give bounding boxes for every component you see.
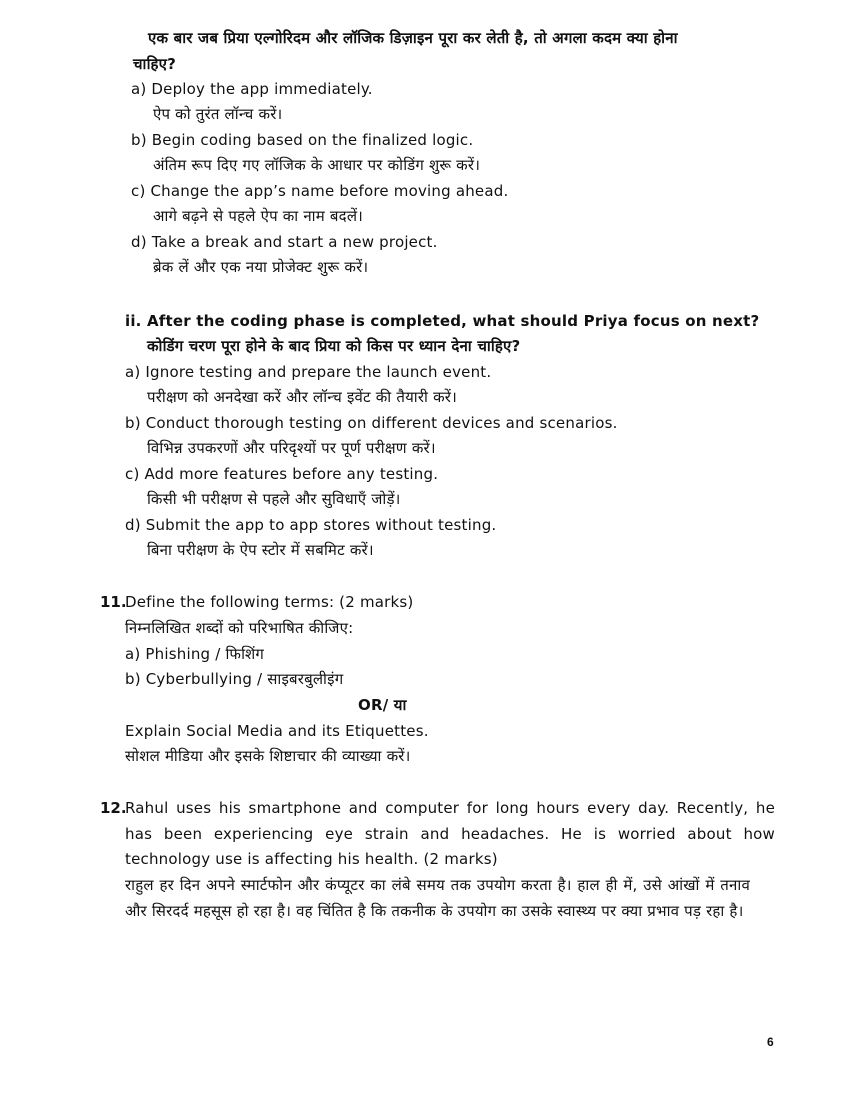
q12-text-en: Rahul uses his smartphone and computer for long hours every day. Recently, he has been experiencing eye strain and headaches. He is worried about how technology use is affecting his health. (2 marks) — [125, 799, 775, 868]
q12-number: 12. — [100, 799, 127, 817]
q11-item-b: b) Cyberbullying / साइबरबुलीइंग — [125, 670, 344, 688]
q10-i-option-a-hi: ऐप को तुरंत लॉन्च करें। — [153, 105, 283, 123]
q10-i-option-b-en: b) Begin coding based on the finalized logic. — [131, 131, 474, 149]
q10-ii-option-d-en: d) Submit the app to app stores without testing. — [125, 516, 497, 534]
q10-ii-option-d-hi: बिना परीक्षण के ऐप स्टोर में सबमिट करें। — [147, 541, 374, 559]
q10-i-option-d-en: d) Take a break and start a new project. — [131, 233, 438, 251]
q11-alt-en: Explain Social Media and its Etiquettes. — [125, 722, 429, 740]
q10-ii-option-a-hi: परीक्षण को अनदेखा करें और लॉन्च इवेंट की तैयारी करें। — [147, 388, 458, 406]
q10-i-option-c-hi: आगे बढ़ने से पहले ऐप का नाम बदलें। — [153, 207, 364, 225]
q11-question-en: Define the following terms: (2 marks) — [125, 593, 414, 611]
q11-item-a: a) Phishing / फिशिंग — [125, 645, 265, 663]
q10-ii-option-c-hi: किसी भी परीक्षण से पहले और सुविधाएँ जोड़ें। — [147, 490, 401, 508]
q12-text-hi: राहुल हर दिन अपने स्मार्टफोन और कंप्यूटर का लंबे समय तक उपयोग करता है। हाल ही में, उसे आंखों में तनाव और सिरदर्द महसूस हो रहा है। वह चिंतित है कि तकनीक के उपयोग का उसके स्वास्थ्य पर क्या प्रभाव पड़ रहा है। — [125, 876, 750, 920]
q10-i-option-a-en: a) Deploy the app immediately. — [131, 80, 373, 98]
q11-number: 11. — [100, 593, 127, 611]
q10-ii-option-b-hi: विभिन्न उपकरणों और परिदृश्यों पर पूर्ण परीक्षण करें। — [147, 439, 436, 457]
q10-i-option-c-en: c) Change the app’s name before moving ahead. — [131, 182, 509, 200]
q10-ii-option-a-en: a) Ignore testing and prepare the launch event. — [125, 363, 492, 381]
q10-ii-option-b-en: b) Conduct thorough testing on different devices and scenarios. — [125, 414, 618, 432]
q10-i-option-b-hi: अंतिम रूप दिए गए लॉजिक के आधार पर कोडिंग शुरू करें। — [153, 156, 481, 174]
q10-ii-question-en: ii. After the coding phase is completed, what should Priya focus on next? — [125, 312, 760, 330]
q10-ii-question-hi: कोडिंग चरण पूरा होने के बाद प्रिया को किस पर ध्यान देना चाहिए? — [147, 337, 521, 355]
q10-i-question-hi-line1: एक बार जब प्रिया एल्गोरिदम और लॉजिक डिज़ाइन पूरा कर लेती है, तो अगला कदम क्या होना — [148, 29, 678, 47]
q11-alt-hi: सोशल मीडिया और इसके शिष्टाचार की व्याख्या करें। — [125, 747, 411, 765]
q11-question-hi: निम्नलिखित शब्दों को परिभाषित कीजिए: — [125, 619, 354, 637]
q10-ii-option-c-en: c) Add more features before any testing. — [125, 465, 439, 483]
page-number: 6 — [767, 1035, 774, 1049]
q10-i-option-d-hi: ब्रेक लें और एक नया प्रोजेक्ट शुरू करें। — [153, 258, 369, 276]
q10-i-question-hi-line2: चाहिए? — [133, 55, 177, 73]
q11-or-label: OR/ या — [358, 696, 407, 714]
